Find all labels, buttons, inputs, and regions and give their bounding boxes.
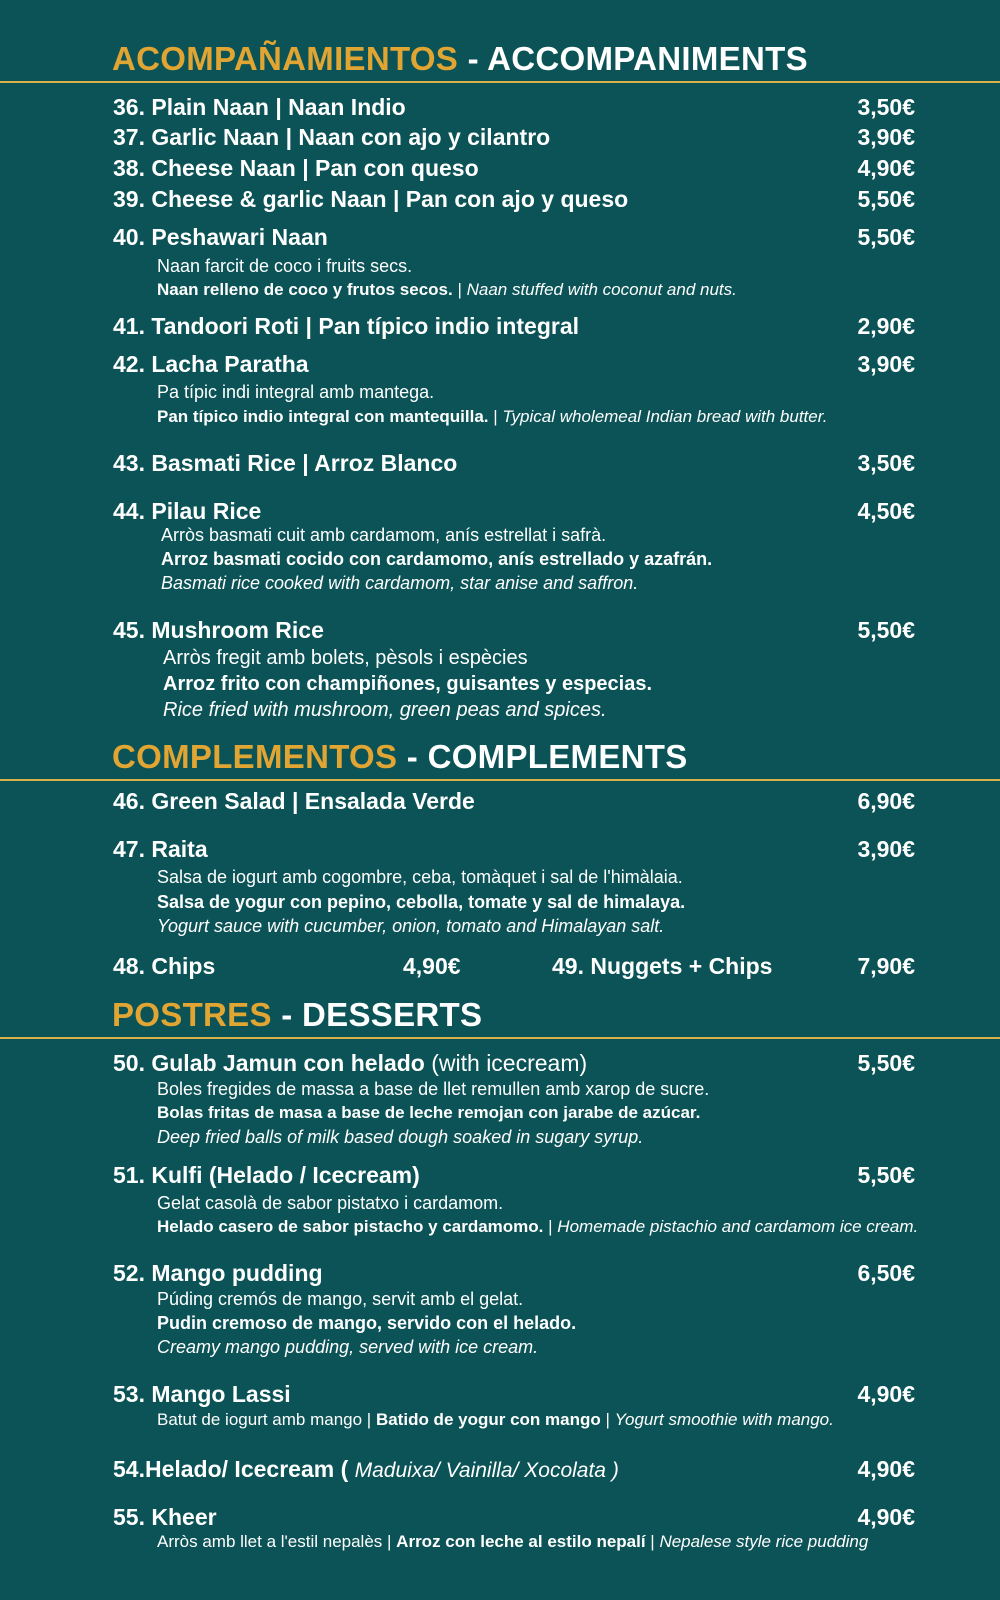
item-description: Batut de iogurt amb mango | Batido de yogur con mango | Yogurt smoothie with mango. (157, 1410, 834, 1429)
item-description-ca: Gelat casolà de sabor pistatxo i cardamom. (157, 1193, 504, 1213)
item-description: Arròs amb llet a l'estil nepalès | Arroz con leche al estilo nepalí | Nepalese style rice pudding (157, 1532, 869, 1551)
item-price: 5,50€ (857, 617, 915, 643)
menu-item-51 (113, 1160, 915, 1190)
item-description-en: Yogurt smoothie with mango. (614, 1410, 834, 1429)
item-price: 3,90€ (857, 351, 915, 377)
item-price: 4,90€ (857, 1381, 915, 1407)
item-name: 55. Kheer (113, 1504, 217, 1530)
item-description-ca: Arròs basmati cuit amb cardamom, anís estrellat i safrà. (161, 525, 607, 545)
item-name: 40. Peshawari Naan (113, 224, 328, 250)
item-description-es: Pan típico indio integral con mantequilla. (157, 407, 489, 426)
item-description-es: Naan relleno de coco y frutos secos. (157, 280, 453, 299)
item-description-en: Yogurt sauce with cucumber, onion, tomato and Himalayan salt. (157, 916, 665, 936)
item-name: 46. Green Salad | Ensalada Verde (113, 788, 475, 814)
item-price: 6,50€ (857, 1260, 915, 1286)
item-description-es: Helado casero de sabor pistacho y cardamomo. (157, 1217, 544, 1236)
menu-item-39 (113, 184, 915, 214)
item-price: 5,50€ (857, 1050, 915, 1076)
section-title-accompaniments: ACOMPAÑAMIENTOS - ACCOMPANIMENTS (112, 40, 808, 77)
item-description-en: Deep fried balls of milk based dough soaked in sugary syrup. (157, 1127, 644, 1147)
item-price: 3,90€ (857, 124, 915, 150)
item-price: 3,50€ (857, 94, 915, 120)
item-description-ca: Salsa de iogurt amb cogombre, ceba, tomàquet i sal de l'himàlaia. (157, 867, 683, 887)
section-divider (0, 81, 1000, 83)
item-name: 39. Cheese & garlic Naan | Pan con ajo y queso (113, 186, 629, 212)
menu-item-46 (113, 786, 915, 816)
item-description-es: Arroz basmati cocido con cardamomo, anís estrellado y azafrán. (161, 549, 713, 569)
section-divider (0, 1037, 1000, 1039)
item-name: 53. Mango Lassi (113, 1381, 291, 1407)
item-price-nuggets: 7,90€ (857, 953, 915, 979)
item-description-es: Pudin cremoso de mango, servido con el helado. (157, 1313, 577, 1333)
menu-item-54 (113, 1454, 915, 1484)
menu-item-50 (113, 1048, 915, 1078)
item-description-es: Bolas fritas de masa a base de leche remojan con jarabe de azúcar. (157, 1103, 701, 1122)
section-title-es: POSTRES (112, 996, 272, 1033)
item-description: Pan típico indio integral con mantequilla. | Typical wholemeal Indian bread with butter. (157, 407, 828, 426)
section-title-es: COMPLEMENTOS (112, 738, 398, 775)
item-name-chips: 48. Chips (113, 953, 216, 979)
item-price: 5,50€ (857, 1162, 915, 1188)
item-description-en: Rice fried with mushroom, green peas and spices. (163, 699, 607, 721)
item-description-en: Creamy mango pudding, served with ice cream. (157, 1337, 539, 1357)
item-name: 36. Plain Naan | Naan Indio (113, 94, 406, 120)
menu-item-41 (113, 311, 915, 341)
item-name: 44. Pilau Rice (113, 498, 262, 524)
item-price: 3,90€ (857, 836, 915, 862)
menu-item-55 (113, 1502, 915, 1532)
menu-item-44 (113, 496, 915, 526)
item-price: 6,90€ (857, 788, 915, 814)
item-price: 4,90€ (857, 1504, 915, 1530)
item-description-ca: Púding cremós de mango, servit amb el gelat. (157, 1289, 524, 1309)
item-name: 38. Cheese Naan | Pan con queso (113, 155, 479, 181)
item-price: 3,50€ (857, 450, 915, 476)
section-divider (0, 779, 1000, 781)
item-name-nuggets: 49. Nuggets + Chips (552, 953, 773, 979)
menu-item-43 (113, 448, 915, 478)
item-name: 51. Kulfi (Helado / Icecream) (113, 1162, 420, 1188)
menu-item-38 (113, 153, 915, 183)
item-price: 4,50€ (857, 498, 915, 524)
item-description-es: Arroz con leche al estilo nepalí (396, 1532, 646, 1551)
item-description-en: Basmati rice cooked with cardamom, star anise and saffron. (161, 573, 639, 593)
item-description-en: Naan stuffed with coconut and nuts. (466, 280, 737, 299)
item-name: 42. Lacha Paratha (113, 351, 309, 377)
menu-item-53 (113, 1379, 915, 1409)
item-description: Naan relleno de coco y frutos secos. | Naan stuffed with coconut and nuts. (157, 280, 737, 299)
item-description: Helado casero de sabor pistacho y cardamomo. | Homemade pistachio and cardamom ice cream. (157, 1217, 919, 1236)
item-price: 4,90€ (857, 155, 915, 181)
section-title-complements: COMPLEMENTOS - COMPLEMENTS (112, 738, 688, 775)
item-price: 2,90€ (857, 313, 915, 339)
item-price-chips: 4,90€ (403, 953, 461, 979)
item-description-ca: Arròs amb llet a l'estil nepalès (157, 1532, 383, 1551)
menu-item-40 (113, 222, 915, 252)
item-name: 37. Garlic Naan | Naan con ajo y cilantro (113, 124, 551, 150)
item-price: 5,50€ (857, 224, 915, 250)
menu-item-42 (113, 349, 915, 379)
item-name: 47. Raita (113, 836, 208, 862)
menu-item-48-49 (113, 951, 915, 981)
item-description-en: Homemade pistachio and cardamom ice cream. (557, 1217, 919, 1236)
item-name: 43. Basmati Rice | Arroz Blanco (113, 450, 458, 476)
item-name: 41. Tandoori Roti | Pan típico indio integral (113, 313, 580, 339)
item-name: 52. Mango pudding (113, 1260, 323, 1286)
item-name: 54.Helado/ Icecream ( Maduixa/ Vainilla/ Xocolata ) (113, 1456, 619, 1482)
item-name: 50. Gulab Jamun con helado (with icecream) (113, 1050, 588, 1076)
menu-item-37 (113, 122, 915, 152)
section-title-en: DESSERTS (302, 996, 483, 1033)
item-description-ca: Naan farcit de coco i fruits secs. (157, 256, 413, 276)
item-description-es: Arroz frito con champiñones, guisantes y especias. (163, 673, 653, 695)
item-description-es: Batido de yogur con mango (375, 1410, 601, 1429)
item-price: 4,90€ (857, 1456, 915, 1482)
item-price: 5,50€ (857, 186, 915, 212)
menu-item-47 (113, 834, 915, 864)
section-title-desserts: POSTRES - DESSERTS (112, 996, 483, 1033)
item-description-ca: Pa típic indi integral amb mantega. (157, 382, 435, 402)
item-description-en: Nepalese style rice pudding (659, 1532, 869, 1551)
section-title-en: ACCOMPANIMENTS (487, 40, 808, 77)
item-description-ca: Arròs fregit amb bolets, pèsols i espècies (163, 647, 528, 669)
item-description-ca: Boles fregides de massa a base de llet remullen amb xarop de sucre. (157, 1079, 710, 1099)
section-title-en: COMPLEMENTS (427, 738, 688, 775)
menu-item-45 (113, 615, 915, 645)
menu-item-36 (113, 92, 915, 122)
menu-item-52 (113, 1258, 915, 1288)
item-description-en: Typical wholemeal Indian bread with butter. (502, 407, 828, 426)
item-description-es: Salsa de yogur con pepino, cebolla, tomate y sal de himalaya. (157, 892, 686, 912)
item-name: 45. Mushroom Rice (113, 617, 324, 643)
item-description-ca: Batut de iogurt amb mango (157, 1410, 363, 1429)
section-title-es: ACOMPAÑAMIENTOS (112, 40, 459, 77)
